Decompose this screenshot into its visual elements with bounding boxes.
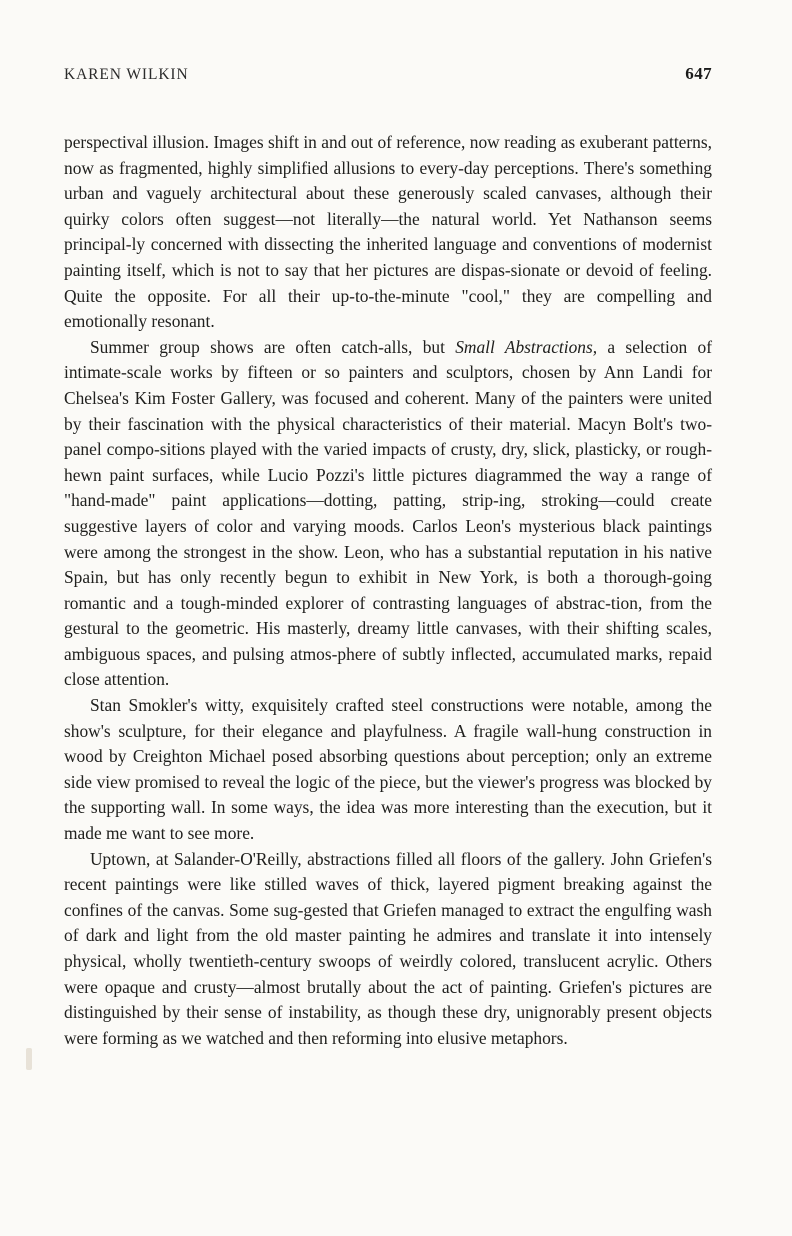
paragraph-3: Stan Smokler's witty, exquisitely crafted steel constructions were notable, among the show's sculpture, for their elegance and playfulness. A fragile wall-hung construction in wood by Creighton Michael posed absorbing questions about perception; only an extreme side view promised to reveal the logic of the piece, but the viewer's progress was blocked by the supporting wall. In some ways, the idea was more interesting than the execution, but it made me want to see more.	[64, 695, 712, 844]
page-number: 647	[685, 64, 712, 83]
running-head-author: KAREN WILKIN	[64, 66, 189, 83]
paragraph-2-lead: Summer group shows are often catch-alls, but	[90, 336, 456, 357]
paragraph-4: Uptown, at Salander-O'Reilly, abstractions filled all floors of the gallery. John Griefen's recent paintings were like stilled waves of thick, layered pigment breaking against the confines of the canvas. Some sug-gested that Griefen managed to extract the engulfing wash of dark and light from the old master painting he admires and translate it into intensely physical, wholly twentieth-century swoops of weirdly colored, translucent acrylic. Others were opaque and crusty—almost brutally about the act of painting. Griefen's pictures are distinguished by their sense of instability, as though these dry, unignorably present objects were forming as we watched and then reforming into elusive metaphors.	[64, 848, 712, 1048]
running-head	[64, 64, 712, 84]
paragraph-2	[64, 335, 712, 693]
exhibition-title: Small Abstractions,	[455, 336, 598, 357]
paragraph-1: perspectival illusion. Images shift in and out of reference, now reading as exuberant patterns, now as fragmented, highly simplified allusions to every-day perceptions. There's something urban and vaguely architectural about these generously scaled canvases, although their quirky colors often suggest—not literally—the natural world. Yet Nathanson seems principal-ly concerned with dissecting the inherited language and conventions of modernist painting itself, which is not to say that her pictures are dispas-sionate or devoid of feeling. Quite the opposite. For all their up-to-the-minute "cool," they are compelling and emotionally resonant.	[64, 132, 712, 332]
paragraph-2-rest: a selection of intimate-scale works by fifteen or so painters and sculptors, chosen by Ann Landi for Chelsea's Kim Foster Gallery, was focused and coherent. Many of the painters were united by their fascination with the physical characteristics of their material. Macyn Bolt's two-panel compo-sitions played with the varied impacts of crusty, dry, slick, plasticky, or rough-hewn paint surfaces, while Lucio Pozzi's little pictures diagrammed the way a range of "hand-made" paint applications—dotting, patting, strip-ing, stroking—could create suggestive layers of color and varying moods. Carlos Leon's mysterious black paintings were among the strongest in the show. Leon, who has a substantial reputation in his native Spain, but has only recently begun to exhibit in New York, is both a thorough-going romantic and a tough-minded explorer of contrasting languages of abstrac-tion, from the gestural to the geometric. His masterly, dreamy little canvases, with their shifting scales, ambiguous spaces, and pulsing atmos-phere of subtly inflected, accumulated marks, repaid close attention.	[64, 336, 713, 690]
page-edge-artifact	[26, 1048, 32, 1070]
body-text	[64, 130, 712, 1051]
page-content	[64, 64, 712, 1051]
